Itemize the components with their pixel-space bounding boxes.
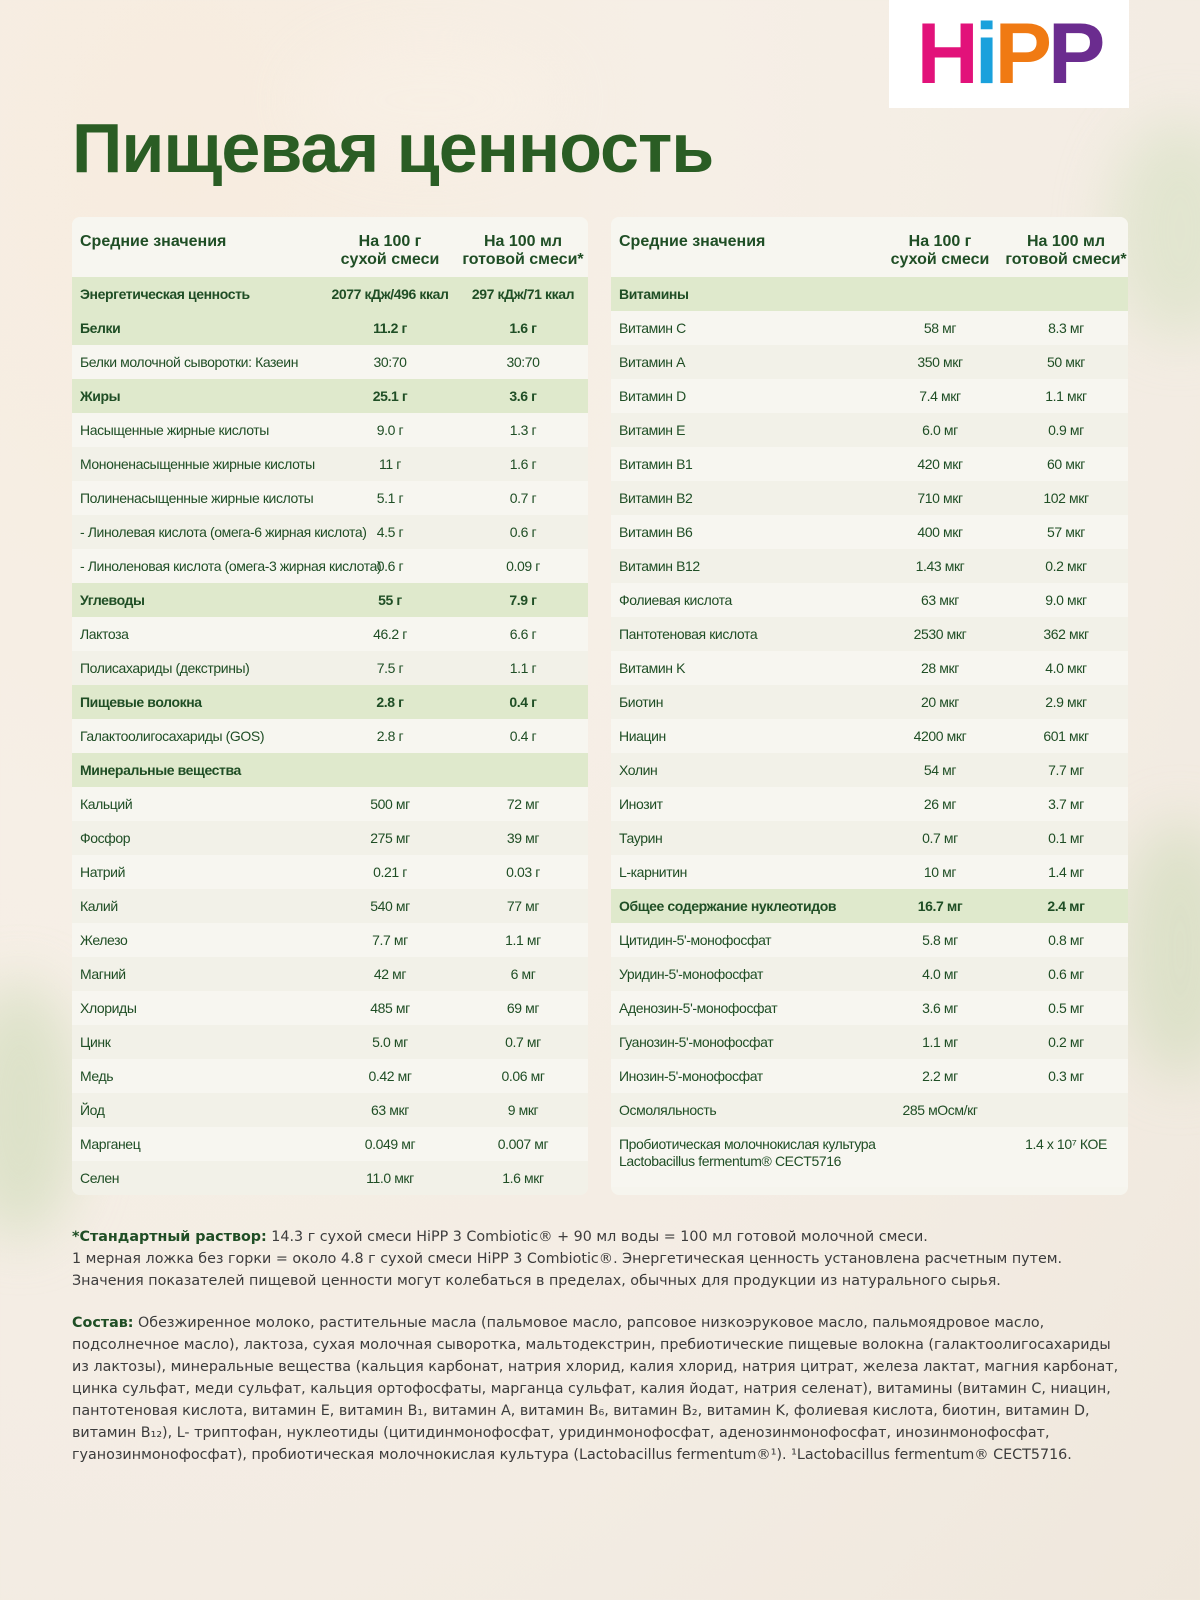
header-per-100ml (458, 233, 588, 269)
value-per-100ml: 0.5 мг (1048, 1000, 1084, 1016)
value-per-100ml: 1.3 г (509, 422, 537, 438)
row-label: Жиры (80, 388, 121, 404)
value-per-100ml: 1.1 мкг (1045, 388, 1087, 404)
value-per-100g: 30:70 (373, 354, 407, 370)
value-per-100ml: 77 мг (506, 898, 540, 914)
row-label: Гуанозин-5'-монофосфат (619, 1034, 774, 1050)
row-label: Пищевые волокна (80, 694, 202, 710)
value-per-100g: 420 мкг (917, 456, 963, 472)
table-row (72, 991, 588, 1025)
value-per-100ml: 362 мкг (1043, 626, 1089, 642)
nutrition-table-right (611, 217, 1128, 1195)
table-row (72, 651, 588, 685)
footnotes (72, 1226, 1132, 1486)
row-label: Углеводы (80, 592, 145, 608)
value-per-100g: 54 мг (923, 762, 957, 778)
row-label: Ниацин (619, 728, 666, 744)
table-header (72, 217, 588, 277)
brand-logo (889, 0, 1129, 108)
row-label: Витамин B6 (619, 524, 693, 540)
note-text: 14.3 г сухой смеси HiPP 3 Combiotic® + 90 мл воды = 100 мл готовой молочной смеси. (266, 1229, 928, 1245)
table-row (611, 651, 1128, 685)
row-label: Витамин C (619, 320, 686, 336)
table-row (72, 345, 588, 379)
value-per-100ml: 0.8 мг (1048, 932, 1084, 948)
table-row (611, 753, 1128, 787)
value-per-100g: 11.2 г (373, 320, 407, 336)
row-label: Галактоолигосахариды (GOS) (80, 728, 265, 744)
row-label: Витамины (619, 286, 689, 302)
logo-letter: P (1048, 6, 1102, 102)
table-row (72, 549, 588, 583)
value-per-100g: 4.0 мг (922, 966, 958, 982)
value-per-100ml: 0.06 мг (501, 1068, 545, 1084)
value-per-100g: 4200 мкг (913, 728, 967, 744)
value-per-100ml: 7.7 мг (1048, 762, 1084, 778)
value-per-100ml: 1.1 г (509, 660, 537, 676)
value-per-100g: 63 мкг (921, 592, 959, 608)
value-per-100g: 9.0 г (376, 422, 404, 438)
row-label: Холин (619, 762, 658, 778)
row-label: Витамин B12 (619, 558, 700, 574)
value-per-100g: 20 мкг (921, 694, 959, 710)
table-row (611, 311, 1128, 345)
table-row (72, 1161, 588, 1195)
row-label: Уридин-5'-монофосфат (619, 966, 764, 982)
value-per-100ml: 0.6 г (509, 524, 537, 540)
table-row (72, 719, 588, 753)
value-per-100ml: 2.9 мкг (1045, 694, 1087, 710)
row-label: Минеральные вещества (80, 762, 241, 778)
row-label: Витамин B1 (619, 456, 693, 472)
header-name: Средние значения (80, 233, 227, 250)
value-per-100ml: 30:70 (506, 354, 540, 370)
value-per-100ml: 601 мкг (1043, 728, 1089, 744)
value-per-100g: 6.0 мг (922, 422, 958, 438)
header-line: На 100 г (358, 233, 422, 250)
value-per-100g: 11.0 мкг (366, 1170, 414, 1186)
logo-letter: i (974, 6, 995, 102)
value-per-100g: 58 мг (923, 320, 957, 336)
value-per-100ml: 102 мкг (1043, 490, 1089, 506)
table-row (72, 447, 588, 481)
value-per-100g: 285 мОсм/кг (902, 1102, 978, 1118)
value-per-100g: 63 мкг (371, 1102, 409, 1118)
row-label: Таурин (619, 830, 663, 846)
row-label: Мононенасыщенные жирные кислоты (80, 456, 315, 472)
row-label: Цинк (80, 1034, 111, 1050)
row-label: Биотин (619, 694, 664, 710)
value-per-100g: 0.049 мг (364, 1136, 416, 1152)
table-row (72, 1025, 588, 1059)
table-row (72, 889, 588, 923)
table-row (611, 447, 1128, 481)
value-per-100ml: 0.4 г (509, 694, 537, 710)
value-per-100g: 2077 кДж/496 ккал (331, 286, 449, 302)
table-row (72, 515, 588, 549)
value-per-100g: 2530 мкг (913, 626, 967, 642)
note-text: Значения показателей пищевой ценности могут колебаться в пределах, обычных для продукции из натурального сырья. (72, 1273, 1001, 1289)
row-label: Фолиевая кислота (619, 592, 732, 608)
row-label: Полиненасыщенные жирные кислоты (80, 490, 314, 506)
row-label: Энергетическая ценность (80, 286, 250, 302)
header-name: Средние значения (619, 233, 766, 250)
table-row (611, 1059, 1128, 1093)
header-line: На 100 мл (1026, 233, 1106, 250)
table-row-section (72, 583, 588, 617)
value-per-100ml: 3.7 мг (1048, 796, 1084, 812)
value-per-100ml: 60 мкг (1047, 456, 1085, 472)
table-row (611, 345, 1128, 379)
table-row (72, 923, 588, 957)
table-row (72, 1059, 588, 1093)
composition-note (72, 1312, 1132, 1466)
value-per-100ml: 0.2 мг (1048, 1034, 1084, 1050)
table-row-section (72, 311, 588, 345)
composition-text: Обезжиренное молоко, растительные масла (пальмовое масло, рапсовое низкоэруковое масло, пальмоядровое масло, подсолнечное масло), лактоза, сухая молочная сыворотка, мальтодекстрин, пребиотические пищевые волокна (галактоолигосахариды из лактозы), минеральные вещества (кальция карбонат, натрия хлорид, калия хлорид, натрия цитрат, железа лактат, магния карбонат, цинка сульфат, меди сульфат, кальция ортофосфаты, марганца сульфат, калия йодат, натрия селенат), витамины (витамин C, ниацин, пантотеновая кислота, витамин E, витамин B₁, витамин A, витамин B₆, витамин B₂, витамин K, фолиевая кислота, биотин, витамин D, витамин B₁₂), L- триптофан, нуклеотиды (цитидинмонофосфат, уридинмонофосфат, аденозинмонофосфат, инозинмонофосфат, гуанозинмонофосфат), пробиотическая молочнокислая культура (Lactobacillus fermentum®¹). ¹Lactobacillus fermentum® CECT5716. (72, 1315, 1119, 1463)
row-label: Витамин K (619, 660, 686, 676)
table-row (611, 549, 1128, 583)
header-line: готовой смеси* (462, 251, 584, 268)
value-per-100ml: 0.09 г (506, 558, 540, 574)
row-label: - Линолевая кислота (омега-6 жирная кислота) (80, 524, 367, 540)
table-header (611, 217, 1128, 277)
value-per-100g: 350 мкг (917, 354, 963, 370)
background-leaf (1120, 820, 1200, 1080)
row-label: Цитидин-5'-монофосфат (619, 932, 772, 948)
row-label: Лактоза (80, 626, 129, 642)
table-row (72, 787, 588, 821)
header-per-100g (876, 233, 1004, 269)
value-per-100g: 1.43 мкг (915, 558, 965, 574)
row-label: Инозин-5'-монофосфат (619, 1068, 763, 1084)
table-row (72, 821, 588, 855)
table-row-section (72, 277, 588, 311)
table-row (611, 617, 1128, 651)
value-per-100g: 42 мг (373, 966, 407, 982)
nutrition-table-left (72, 217, 588, 1195)
table-row (72, 957, 588, 991)
table-row (611, 923, 1128, 957)
row-label: Марганец (80, 1136, 141, 1152)
table-row (72, 617, 588, 651)
value-per-100ml: 0.9 мг (1048, 422, 1084, 438)
row-label: L-карнитин (619, 864, 687, 880)
row-label: Фосфор (80, 830, 131, 846)
row-label: Осмоляльность (619, 1102, 717, 1118)
table-row-section (72, 753, 588, 787)
table-row (611, 1127, 1128, 1187)
row-label: Железо (80, 932, 128, 948)
table-row (611, 821, 1128, 855)
table-body (72, 277, 588, 1195)
table-row (72, 1127, 588, 1161)
value-per-100g: 275 мг (370, 830, 410, 846)
row-label: Хлориды (80, 1000, 137, 1016)
value-per-100g: 0.6 г (376, 558, 404, 574)
composition-label: Состав: (72, 1315, 134, 1331)
value-per-100ml: 0.2 мкг (1045, 558, 1087, 574)
row-label: Медь (80, 1068, 114, 1084)
table-row (611, 583, 1128, 617)
header-line: На 100 г (908, 233, 972, 250)
value-per-100ml: 1.6 мкг (502, 1170, 544, 1186)
value-per-100ml: 2.4 мг (1047, 898, 1085, 914)
value-per-100ml: 4.0 мкг (1045, 660, 1087, 676)
row-label: Полисахариды (декстрины) (80, 660, 250, 676)
value-per-100g: 0.42 мг (368, 1068, 412, 1084)
header-line: сухой смеси (340, 251, 440, 268)
value-per-100ml: 6 мг (510, 966, 536, 982)
row-label: Аденозин-5'-монофосфат (619, 1000, 778, 1016)
row-label: - Линоленовая кислота (омега-3 жирная кислота) (80, 558, 382, 574)
value-per-100g: 1.1 мг (922, 1034, 958, 1050)
value-per-100g: 28 мкг (921, 660, 959, 676)
table-row-section (611, 277, 1128, 311)
table-row (611, 787, 1128, 821)
value-per-100g: 46.2 г (373, 626, 407, 642)
value-per-100g: 16.7 мг (917, 898, 963, 914)
table-row (611, 515, 1128, 549)
value-per-100ml: 72 мг (506, 796, 540, 812)
value-per-100ml: 6.6 г (509, 626, 537, 642)
header-line: На 100 мл (483, 233, 563, 250)
value-per-100ml: 9 мкг (507, 1102, 539, 1118)
row-label: Селен (80, 1170, 120, 1186)
value-per-100g: 0.21 г (373, 864, 407, 880)
background-leaf (0, 980, 80, 1240)
row-label: Пантотеновая кислота (619, 626, 758, 642)
table-row (611, 855, 1128, 889)
row-label: Витамин B2 (619, 490, 693, 506)
value-per-100ml: 1.6 г (509, 320, 537, 336)
value-per-100g: 710 мкг (917, 490, 963, 506)
value-per-100ml: 7.9 г (509, 592, 537, 608)
value-per-100ml: 69 мг (506, 1000, 540, 1016)
row-label: Калий (80, 898, 118, 914)
value-per-100g: 2.8 г (376, 694, 404, 710)
table-row-section (611, 889, 1128, 923)
value-per-100g: 7.7 мг (372, 932, 408, 948)
value-per-100g: 540 мг (370, 898, 410, 914)
table-row (611, 413, 1128, 447)
value-per-100ml: 0.6 мг (1048, 966, 1084, 982)
row-label: Общее содержание нуклеотидов (619, 898, 837, 914)
value-per-100g: 500 мг (370, 796, 410, 812)
table-row-section (72, 379, 588, 413)
note-text: 1 мерная ложка без горки = около 4.8 г сухой смеси HiPP 3 Combiotic®. Энергетическая ценность установлена расчетным путем. (72, 1251, 1063, 1267)
table-row (611, 1025, 1128, 1059)
value-per-100g: 485 мг (370, 1000, 410, 1016)
table-row (72, 413, 588, 447)
value-per-100g: 7.5 г (376, 660, 404, 676)
row-label: Пробиотическая молочнокислая культура Lactobacillus fermentum® CECT5716 (619, 1136, 876, 1169)
value-per-100g: 2.2 мг (922, 1068, 958, 1084)
row-label: Витамин D (619, 388, 686, 404)
value-per-100g: 7.4 мкг (919, 388, 961, 404)
logo-letter: P (994, 6, 1048, 102)
value-per-100ml: 0.7 г (509, 490, 537, 506)
value-per-100g: 10 мг (923, 864, 957, 880)
row-label: Витамин A (619, 354, 686, 370)
table-row (611, 1093, 1128, 1127)
value-per-100ml: 1.1 мг (505, 932, 541, 948)
value-per-100g: 5.1 г (376, 490, 404, 506)
note-label: *Стандартный раствор: (72, 1229, 267, 1245)
row-label: Магний (80, 966, 126, 982)
value-per-100ml: 297 кДж/71 ккал (471, 286, 575, 302)
table-body (611, 277, 1128, 1187)
table-row (611, 957, 1128, 991)
header-line: готовой смеси* (1005, 251, 1127, 268)
value-per-100ml: 0.007 мг (497, 1136, 549, 1152)
value-per-100g: 0.7 мг (922, 830, 958, 846)
value-per-100g: 26 мг (923, 796, 957, 812)
value-per-100ml: 0.7 мг (505, 1034, 541, 1050)
value-per-100ml: 0.1 мг (1048, 830, 1084, 846)
table-row (611, 719, 1128, 753)
table-row-section (72, 685, 588, 719)
row-label: Белки (80, 320, 121, 336)
header-per-100g (322, 233, 458, 269)
row-label: Инозит (619, 796, 663, 812)
value-per-100g: 2.8 г (376, 728, 404, 744)
value-per-100ml: 1.4 мг (1048, 864, 1084, 880)
value-per-100g: 55 г (378, 592, 402, 608)
row-label: Белки молочной сыворотки: Казеин (80, 354, 299, 370)
table-row (72, 481, 588, 515)
value-per-100ml: 1.6 г (509, 456, 537, 472)
value-per-100ml: 3.6 г (509, 388, 537, 404)
value-per-100g: 4.5 г (376, 524, 404, 540)
standard-solution-note (72, 1226, 1132, 1292)
value-per-100g: 400 мкг (917, 524, 963, 540)
value-per-100g: 25.1 г (372, 388, 408, 404)
table-row (611, 991, 1128, 1025)
table-row (72, 1093, 588, 1127)
value-per-100ml: 8.3 мг (1048, 320, 1084, 336)
value-per-100ml: 0.03 г (506, 864, 540, 880)
table-row (611, 685, 1128, 719)
value-per-100ml: 57 мкг (1047, 524, 1085, 540)
table-row (72, 855, 588, 889)
value-per-100ml: 1.4 x 10⁷ КОЕ (1025, 1136, 1107, 1152)
header-per-100ml (1004, 233, 1128, 269)
header-line: сухой смеси (890, 251, 990, 268)
row-label: Витамин E (619, 422, 686, 438)
value-per-100ml: 50 мкг (1047, 354, 1085, 370)
row-label: Натрий (80, 864, 126, 880)
value-per-100g: 3.6 мг (922, 1000, 958, 1016)
value-per-100ml: 0.3 мг (1048, 1068, 1084, 1084)
value-per-100ml: 39 мг (506, 830, 540, 846)
value-per-100ml: 0.4 г (509, 728, 537, 744)
table-row (611, 379, 1128, 413)
row-label: Кальций (80, 796, 133, 812)
row-label: Насыщенные жирные кислоты (80, 422, 269, 438)
row-label: Йод (80, 1102, 105, 1118)
value-per-100g: 5.0 мг (372, 1034, 408, 1050)
value-per-100g: 11 г (379, 456, 401, 472)
logo-letter: H (916, 6, 975, 102)
table-row (611, 481, 1128, 515)
value-per-100ml: 9.0 мкг (1045, 592, 1087, 608)
page-title: Пищевая ценность (72, 109, 714, 187)
value-per-100g: 5.8 мг (922, 932, 958, 948)
